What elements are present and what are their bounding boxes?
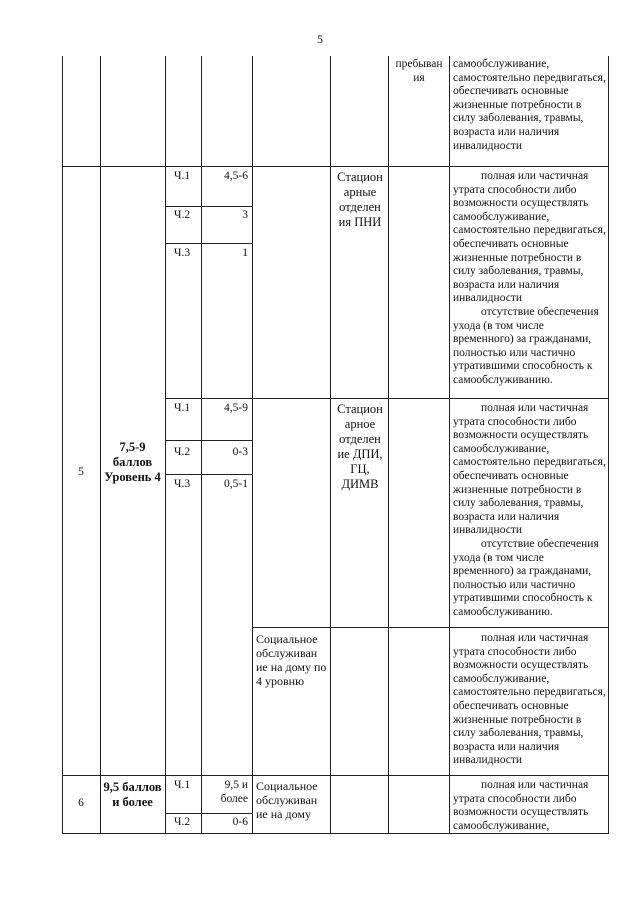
stay-description: самообслуживание, самостоятельно передвигаться, обеспечивать основные жизненные потребности в силу заболевания, травмы, возраста или наличия инвалидности [453,58,606,152]
criterion-text: отсутствие обеспечения ухода (в том числе временного) за гражданами, полностью или частично утратившими способность к самообслуживанию. [453,305,599,386]
part-value: 1 [242,247,248,259]
row-number: 6 [78,797,84,809]
row-number: 5 [78,466,84,478]
service-form: Социальное обслуживан ие на дому [256,779,318,821]
criterion-text: отсутствие обеспечения ухода (в том числе временного) за гражданами, полностью или частично утратившими способность к самообслуживанию. [453,537,599,618]
part-label: Ч.2 [174,209,191,221]
part-label: Ч.3 [174,247,191,259]
criterion-text: полная или частичная утрата способности либо возможности осуществлять самообслуживание, самостоятельно передвигаться, обеспечивать основные жизненные потребности в силу заболевания, травмы, возраста или наличия инвалидности [453,632,606,767]
facility-type: Стацион арные отделен ия ПНИ [337,170,383,229]
part-value: 0,5-1 [224,478,248,490]
part-label: Ч.1 [174,779,191,791]
facility-type: Стацион арное отделен ие ДПИ, ГЦ, ДИМВ [337,402,383,491]
part-label: Ч.2 [174,816,191,828]
part-value: 3 [242,209,248,221]
stay-label: пребыван ия [395,58,443,84]
part-label: Ч.1 [174,402,191,414]
part-value: 0-6 [232,816,248,828]
part-value: 9,5 и более [220,779,248,805]
criteria-description [453,632,606,768]
criteria-description [453,170,606,388]
criterion-text: полная или частичная утрата способности либо возможности осуществлять самообслуживание, самостоятельно передвигаться, обеспечивать основные жизненные потребности в силу заболевания, травмы, возраста или наличия инвалидности [453,170,606,305]
criterion-text: полная или частичная утрата способности либо возможности осуществлять самообслуживание, [453,779,589,832]
part-label: Ч.2 [174,446,191,458]
part-value: 0-3 [232,446,248,458]
criteria-description [453,779,606,833]
part-value: 4,5-9 [224,402,248,414]
part-label: Ч.1 [174,170,191,182]
page-number: 5 [317,32,323,46]
part-value: 4,5-6 [224,170,248,182]
score-level: 7,5-9 баллов Уровень 4 [104,440,161,484]
part-label: Ч.3 [174,478,191,490]
service-form: Социальное обслуживан ие на дому по 4 уровню [256,632,327,688]
score-level: 9,5 баллов и более [103,780,162,809]
criterion-text: полная или частичная утрата способности либо возможности осуществлять самообслуживание, самостоятельно передвигаться, обеспечивать основные жизненные потребности в силу заболевания, травмы, возраста или наличия инвалидности [453,402,606,537]
criteria-description [453,402,606,620]
